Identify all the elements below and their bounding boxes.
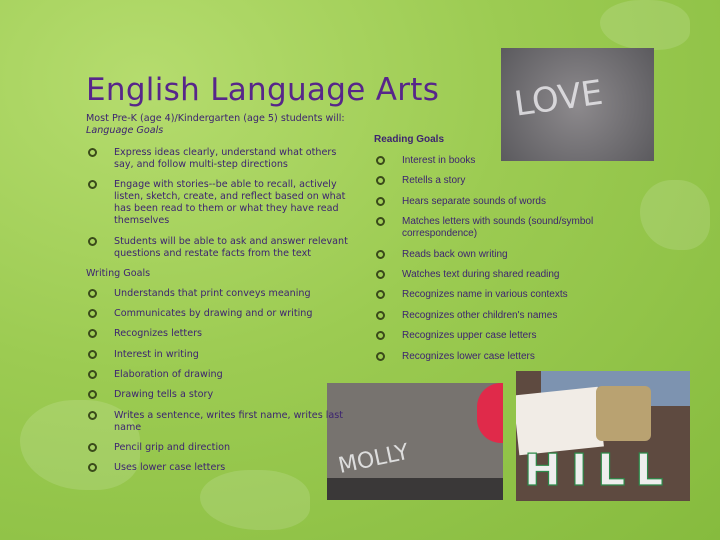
chalk-name-photo: [327, 383, 503, 500]
love-chalk-text: LOVE: [511, 72, 606, 125]
list-item: Recognizes lower case letters: [374, 351, 624, 363]
language-goals-heading: Language Goals: [86, 125, 164, 136]
bullet-icon: [88, 180, 97, 189]
list-item: Students will be able to ask and answer relevant questions and restate facts from the text: [86, 236, 351, 260]
left-column: [86, 113, 351, 483]
writing-goals-list: [86, 288, 351, 474]
butterfly-decoration: [600, 0, 690, 50]
bullet-icon: [88, 411, 97, 420]
bullet-icon: [376, 311, 385, 320]
bullet-icon: [88, 237, 97, 246]
name-chalk-text: MOLLY: [336, 439, 412, 480]
bullet-icon: [376, 270, 385, 279]
bullet-icon: [376, 156, 385, 165]
bullet-icon: [88, 443, 97, 452]
bullet-icon: [88, 329, 97, 338]
list-item: Matches letters with sounds (sound/symbol correspondence): [374, 216, 624, 240]
list-item: Elaboration of drawing: [86, 369, 351, 381]
butterfly-decoration: [640, 180, 710, 250]
marker-letters: [516, 371, 690, 501]
bullet-icon: [376, 331, 385, 340]
bullet-icon: [376, 197, 385, 206]
list-item: Understands that print conveys meaning: [86, 288, 351, 300]
list-item: Recognizes other children's names: [374, 310, 624, 322]
list-item: Communicates by drawing and or writing: [86, 308, 351, 320]
bullet-icon: [376, 250, 385, 259]
list-item: Interest in writing: [86, 349, 351, 361]
list-item: Reads back own writing: [374, 249, 624, 261]
writing-goals-heading: Writing Goals: [86, 267, 151, 279]
reading-goals-list: [374, 155, 624, 363]
bullet-icon: [88, 148, 97, 157]
name-chalk-drawing: [327, 383, 503, 500]
list-item: Drawing tells a story: [86, 389, 351, 401]
bullet-icon: [88, 309, 97, 318]
list-item: Retells a story: [374, 175, 624, 187]
bullet-icon: [88, 463, 97, 472]
slide-title: English Language Arts: [86, 72, 440, 108]
list-item: Express ideas clearly, understand what others say, and follow multi-step directions: [86, 147, 351, 171]
list-item: Recognizes letters: [86, 328, 351, 340]
language-goals-list: [86, 147, 351, 260]
list-item: Uses lower case letters: [86, 462, 351, 474]
bullet-icon: [376, 352, 385, 361]
list-item: Writes a sentence, writes first name, writes last name: [86, 410, 351, 434]
bullet-icon: [376, 217, 385, 226]
bullet-icon: [88, 350, 97, 359]
list-item: Recognizes name in various contexts: [374, 289, 624, 301]
list-item: Pencil grip and direction: [86, 442, 351, 454]
bullet-icon: [376, 176, 385, 185]
bullet-icon: [88, 289, 97, 298]
intro-text: Most Pre-K (age 4)/Kindergarten (age 5) students will:: [86, 113, 345, 124]
list-item: Engage with stories--be able to recall, actively listen, sketch, create, and reflect based on what has been read to them or what they have read themselves: [86, 179, 351, 227]
list-item: Recognizes upper case letters: [374, 330, 624, 342]
right-column: [374, 134, 624, 371]
marker-letters-text: HILL: [524, 445, 674, 496]
bullet-icon: [376, 290, 385, 299]
list-item: Watches text during shared reading: [374, 269, 624, 281]
reading-goals-heading: Reading Goals: [374, 134, 445, 145]
list-item: Hears separate sounds of words: [374, 196, 624, 208]
bullet-icon: [88, 370, 97, 379]
bullet-icon: [88, 390, 97, 399]
markers-photo: [516, 371, 690, 501]
list-item: Interest in books: [374, 155, 624, 167]
